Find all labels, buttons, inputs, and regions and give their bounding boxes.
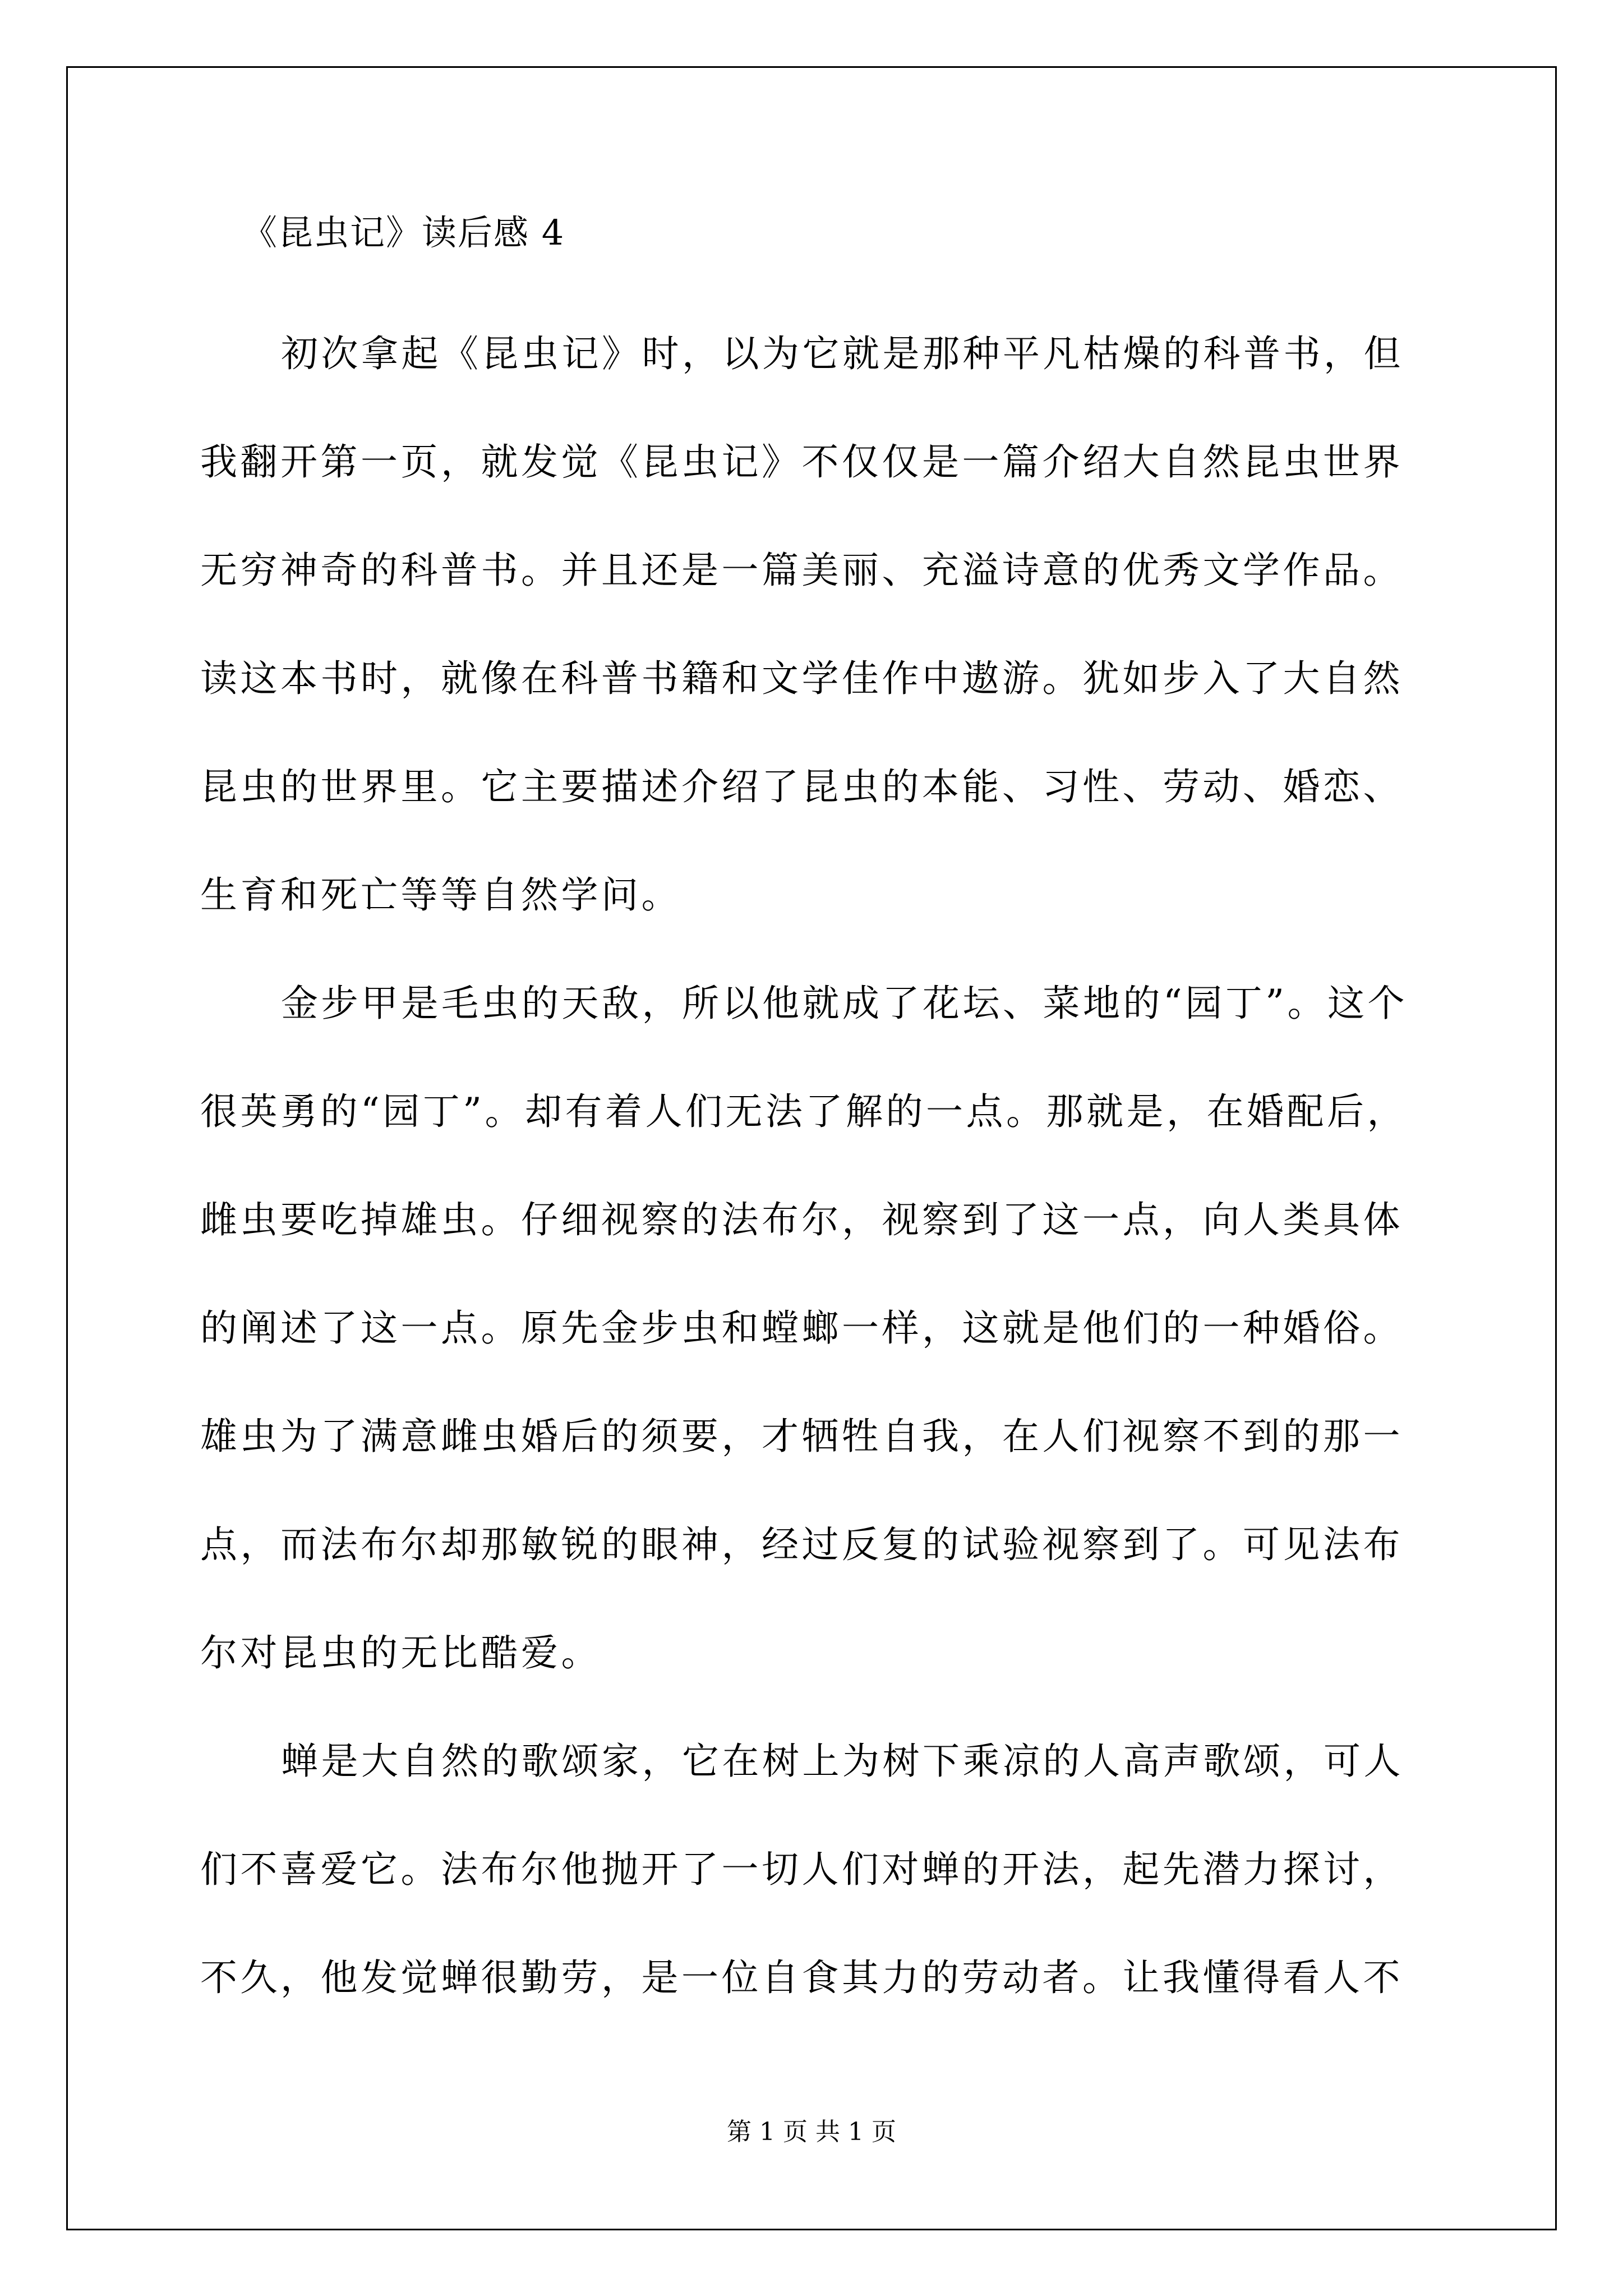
document-body: [200, 332, 1428, 2068]
text-line: 我翻开第一页，就发觉《昆虫记》不仅仅是一篇介绍大自然昆虫世界: [200, 440, 1403, 484]
text-line: 金步甲是毛虫的天敌，所以他就成了花坛、菜地的“园丁”。这个: [281, 982, 1408, 1025]
text-line: 们不喜爱它。法布尔他抛开了一切人们对蝉的开法，起先潜力探讨，: [200, 1848, 1403, 1891]
text-line: 昆虫的世界里。它主要描述介绍了昆虫的本能、习性、劳动、婚恋、: [200, 765, 1403, 808]
paragraph-3: [200, 1740, 1428, 2068]
text-line: 生育和死亡等等自然学问。: [200, 873, 681, 917]
document-title: 《昆虫记》读后感 4: [242, 212, 565, 253]
text-line: 不久，他发觉蝉很勤劳，是一位自食其力的劳动者。让我懂得看人不: [200, 1956, 1403, 1999]
text-line: 尔对昆虫的无比酷爱。: [200, 1631, 601, 1674]
text-line: 蝉是大自然的歌颂家，它在树上为树下乘凉的人高声歌颂，可人: [281, 1740, 1404, 1783]
text-line: 点，而法布尔却那敏锐的眼神，经过反复的试验视察到了。可见法布: [200, 1523, 1403, 1566]
text-line: 很英勇的“园丁”。却有着人们无法了解的一点。那就是，在婚配后，: [200, 1090, 1407, 1133]
text-line: 雌虫要吃掉雄虫。仔细视察的法布尔，视察到了这一点，向人类具体: [200, 1198, 1403, 1241]
text-line: 读这本书时，就像在科普书籍和文学佳作中遨游。犹如步入了大自然: [200, 657, 1403, 700]
page-number-footer: 第 1 页 共 1 页: [727, 2118, 896, 2146]
text-line: 的阐述了这一点。原先金步虫和螳螂一样，这就是他们的一种婚俗。: [200, 1306, 1403, 1350]
text-line: 雄虫为了满意雌虫婚后的须要，才牺牲自我，在人们视察不到的那一: [200, 1415, 1403, 1458]
paragraph-2: [200, 982, 1428, 1743]
text-line: 无穷神奇的科普书。并且还是一篇美丽、充溢诗意的优秀文学作品。: [200, 549, 1403, 592]
text-line: 初次拿起《昆虫记》时，以为它就是那种平凡枯燥的科普书，但: [281, 332, 1404, 375]
paragraph-1: [200, 332, 1428, 985]
